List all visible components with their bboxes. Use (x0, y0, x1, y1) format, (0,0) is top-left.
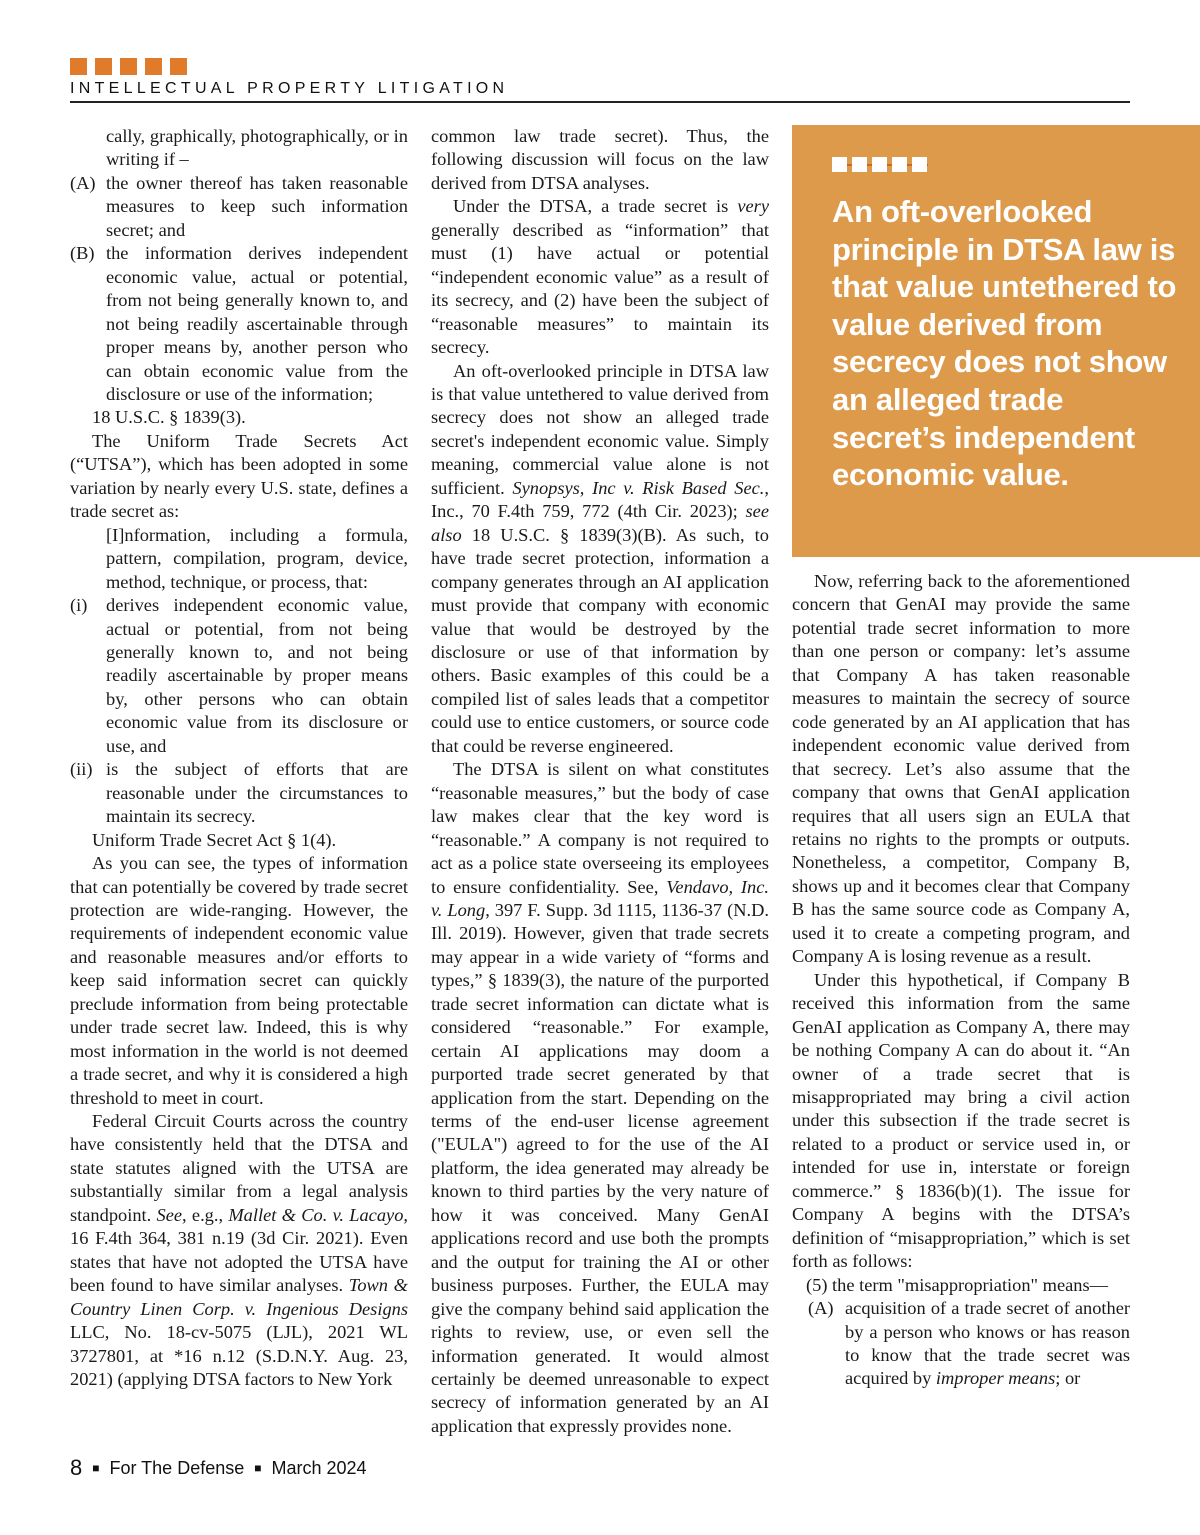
accent-square (892, 157, 907, 172)
definition-intro: (5) the term "misappropriation" means— (806, 1274, 1109, 1295)
pull-quote-text: An oft-overlooked principle in DTSA law is that value untethered to value derived from secrecy does not show an alleged trade secret’s independent economic value. (832, 194, 1177, 493)
page-footer (70, 1455, 367, 1481)
item-label: (ii) (70, 759, 93, 780)
accent-square (912, 157, 927, 172)
item-label: (B) (70, 243, 95, 264)
case-name: Synopsys, Inc v. Risk Based Sec. (512, 477, 765, 498)
italic-run: improper means (935, 1368, 1056, 1389)
case-name: Mallet & Co. v. Lacayo (228, 1204, 404, 1225)
accent-square (70, 58, 87, 75)
statute-lead: cally, graphically, photographically, or in writing if – (106, 126, 408, 170)
statute-item-a (70, 172, 408, 242)
header-accent-squares (70, 58, 187, 75)
item-label: (A) (808, 1298, 834, 1319)
text-run: An oft-overlooked principle in DTSA law is that value untethered to value derived from secrecy does not show an alleged trade secret's independent economic value. Simply meaning, commercial value alone is not sufficient. (431, 360, 769, 498)
citation: Uniform Trade Secret Act § 1(4). (92, 829, 337, 850)
item-text: the information derives independent economic value, actual or potential, from not being generally known to, and not being readily ascertainable through proper means by, another person who can obtain economic value from the disclosure or use of the information; (106, 243, 408, 404)
paragraph (431, 758, 769, 1438)
magazine-name: For The Defense (109, 1457, 245, 1478)
item-label: (A) (70, 172, 96, 193)
definition-item-a (792, 1297, 1130, 1391)
text-run: The DTSA is silent on what constitutes “reasonable measures,” but the body of case law makes clear that the key word is “reasonable.” A company is not required to act as a police state overseeing its employees to ensure confidentiality. See, (431, 759, 769, 897)
item-text: is the subject of efforts that are reasonable under the circumstances to maintain its secrecy. (106, 759, 408, 827)
paragraph: common law trade secret). Thus, the following discussion will focus on the law derived from DTSA analyses. (431, 126, 769, 193)
accent-square (145, 58, 162, 75)
case-name: Vendavo, Inc. v. Long (431, 876, 769, 920)
item-text: the owner thereof has taken reasonable measures to keep such information secret; and (106, 172, 408, 240)
accent-square (852, 157, 867, 172)
text-run: acquisition of a trade secret of another by a person who knows or has reason to know that the trade secret was acquired by (845, 1298, 1130, 1389)
statute-item-b (70, 242, 408, 406)
quote-intro: [I]nformation, including a formula, pattern, compilation, program, device, method, technique, or process, that: (106, 524, 408, 592)
item-label: (i) (70, 595, 88, 616)
text-run: 18 U.S.C. § 1839(3)(B). As such, to have trade secret protection, information a company generates through an AI application must provide that company with economic value that would be destroyed by the disclosure or use of that information by others. Basic examples of this could be a compiled list of sales leads that a competitor could use to entice customers, or source code that could be reverse engineered. (431, 524, 769, 756)
accent-square (832, 157, 847, 172)
paragraph: As you can see, the types of information that can potentially be covered by trade secret protection are wide-ranging. However, the requirements of independent economic value and reasonable measures and/or efforts to keep said information secret can quickly preclude information from being protectable under trade secret law. Indeed, this is why most information in the world is not deemed a trade secret, and why it is considered a high threshold to meet in court. (70, 853, 408, 1108)
bullet-icon: ■ (254, 1461, 262, 1475)
utsa-item-i (70, 594, 408, 758)
text-run: generally described as “information” that must (1) have actual or potential “independent economic value” as a result of its secrecy, and (2) have been the subject of “reasonable measures” to maintain its secrecy. (431, 219, 769, 358)
accent-square (95, 58, 112, 75)
accent-square (872, 157, 887, 172)
paragraph (431, 195, 769, 359)
text-run: ; or (1055, 1368, 1081, 1389)
column-1 (70, 125, 408, 1391)
column-2 (431, 125, 769, 1438)
section-label: INTELLECTUAL PROPERTY LITIGATION (70, 80, 509, 97)
utsa-item-ii (70, 758, 408, 828)
citation: 18 U.S.C. § 1839(3). (92, 407, 246, 428)
paragraph: Under this hypothetical, if Company B received this information from the same GenAI application as Company A, there may be nothing Company A can do about it. “An owner of a trade secret that is misappropriated may bring a civil action under this subsection if the trade secret is related to a product or service used in, or intended for use in, interstate or foreign commerce.” § 1836(b)(1). The issue for Company A begins with the DTSA’s definition of “misappropriation,” which is set forth as follows: (792, 969, 1130, 1272)
italic-run: See (156, 1204, 183, 1225)
bullet-icon: ■ (92, 1461, 100, 1475)
item-text (845, 1297, 1130, 1391)
callout-accent-squares (832, 157, 927, 172)
paragraph (70, 1110, 408, 1391)
case-name: Town & Country Linen Corp. v. Ingenious Designs (70, 1275, 408, 1319)
issue-date: March 2024 (271, 1457, 367, 1478)
text-run: LLC, No. 18-cv-5075 (LJL), 2021 WL 3727801, at *16 n.12 (S.D.N.Y. Aug. 23, 2021) (applying DTSA factors to New York (70, 1322, 408, 1390)
text-run: Federal Circuit Courts across the country have consistently held that the DTSA and state statutes aligned with the UTSA are substantially similar from a legal analysis standpoint. (70, 1111, 408, 1225)
accent-square (120, 58, 137, 75)
pull-quote-box (792, 125, 1200, 557)
column-3 (792, 570, 1130, 1391)
header-rule (70, 101, 1130, 103)
text-run: , 16 F.4th 364, 381 n.19 (3d Cir. 2021). Even states that have not adopted the UTSA have been found to have similar analyses. (70, 1204, 408, 1296)
accent-square (170, 58, 187, 75)
italic-run: see also (431, 501, 769, 545)
italic-run: very (737, 196, 769, 217)
text-run: , e.g., (182, 1204, 229, 1225)
item-text: derives independent economic value, actual or potential, from not being generally known to, and not being readily ascertainable by proper means by, other persons who can obtain economic value from its disclosure or use, and (106, 595, 408, 756)
text-run: , 397 F. Supp. 3d 1115, 1136-37 (N.D. Ill. 2019). However, given that trade secrets may appear in a wide variety of “forms and types,” § 1839(3), the nature of the purported trade secret information can dictate what is considered “reasonable.” For example, certain AI applications may doom a purported trade secret generated by that application from the start. Depending on the terms of the end-user license agreement ("EULA") agreed to for the use of the AI platform, the idea generated may already be known to third parties by the very nature of how it was conceived. Many GenAI applications record and use both the prompts and the output for training the AI or other business purposes. Further, the EULA may give the company behind said application the rights to review, use, or even sell the information generated. It would almost certainly be deemed unreasonable to expect secrecy of information generated by an AI application that expressly provides none. (431, 899, 769, 1436)
page-number: 8 (70, 1455, 83, 1480)
text-run: , Inc., 70 F.4th 759, 772 (4th Cir. 2023); (431, 477, 769, 522)
paragraph: Now, referring back to the aforementioned concern that GenAI may provide the same potential trade secret information to more than one person or company: let’s assume that Company A has taken reasonable measures to maintain the secrecy of source code generated by an AI application that has independent economic value derived from that secrecy. Let’s also assume that the company that owns that GenAI application requires that all users sign an EULA that retains no rights to the prompts or outputs. Nonetheless, a competitor, Company B, shows up and it becomes clear that Company B has the same source code as Company A, used it to create a competing program, and Company A is losing revenue as a result. (792, 571, 1130, 967)
text-run: Under the DTSA, a trade secret is (453, 196, 738, 217)
paragraph (431, 360, 769, 759)
paragraph: The Uniform Trade Secrets Act (“UTSA”), which has been adopted in some variation by nearly every U.S. state, defines a trade secret as: (70, 430, 408, 522)
